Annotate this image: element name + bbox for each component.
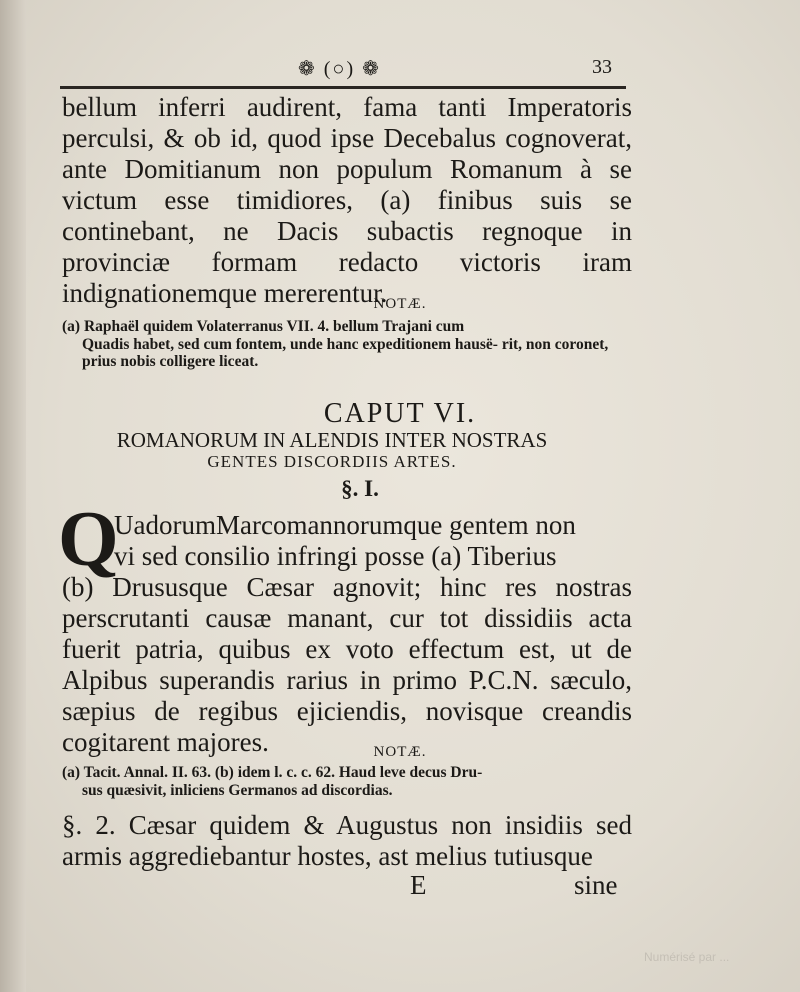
header-ornament: ❁ (○) ❁ bbox=[298, 58, 381, 80]
section-mark: §. I. bbox=[341, 476, 379, 501]
footnote-2-line: (a) Tacit. Annal. II. 63. (b) idem l. c. c. 62. Haud leve decus Dru- bbox=[62, 764, 483, 781]
section-1-line-1: UadorumMarcomannorumque gentem non bbox=[114, 510, 576, 540]
chapter-subtitle-1: ROMANORUM IN ALENDIS INTER NOSTRAS bbox=[116, 428, 548, 452]
chapter-title: CAPUT VI. bbox=[323, 398, 477, 429]
signature-mark: E bbox=[410, 870, 427, 900]
footnote-1-cont: Quadis habet, sed cum fontem, unde hanc expeditionem hausë- rit, non coronet, prius nobis colligere liceat. bbox=[82, 335, 609, 370]
header-rule bbox=[60, 86, 626, 89]
catchword: sine bbox=[574, 870, 618, 900]
section-2-paragraph: §. 2. Cæsar quidem & Augustus non insidiis sed armis aggrediebantur hostes, ast melius tutiusque bbox=[62, 810, 632, 871]
footnote-1 bbox=[62, 318, 632, 371]
footnote-2-cont: sus quæsivit, inliciens Germanos ad discordias. bbox=[82, 781, 393, 799]
footnote-1-line: (a) Raphaël quidem Volaterranus VII. 4. bellum Trajani cum bbox=[62, 318, 465, 335]
note-title-1: NOTÆ. bbox=[373, 296, 427, 312]
section-1-rest: (b) Drususque Cæsar agnovit; hinc res nostras perscrutanti causæ manant, cur tot dissidiis acta fuerit patria, quibus ex voto effectum est, ut de Alpibus superandis rarius in primo P.C.N. sæculo, sæpius de regibus ejiciendis, novisque creandis cogitarent majores. bbox=[62, 572, 632, 757]
section-1-line-2: vi sed consilio infringi posse (a) Tiberius bbox=[114, 541, 557, 571]
chapter-subtitle-2: GENTES DISCORDIIS ARTES. bbox=[207, 452, 457, 471]
drop-cap: Q bbox=[58, 495, 119, 582]
page-number: 33 bbox=[592, 56, 612, 78]
watermark: Numérisé par ... bbox=[644, 950, 730, 964]
section-1-paragraph bbox=[62, 510, 632, 758]
note-title-2: NOTÆ. bbox=[373, 744, 427, 760]
paragraph-top: bellum inferri audirent, fama tanti Imperatoris perculsi, & ob id, quod ipse Decebalus cognoverat, ante Domitianum non populum Romanum à se victum esse timidiores, (a) finibus suis se continebant, ne Dacis subactis regnoque in provinciæ formam redacto victoris iram indignationemque mererentur. bbox=[62, 92, 632, 308]
footnote-2 bbox=[62, 764, 632, 799]
